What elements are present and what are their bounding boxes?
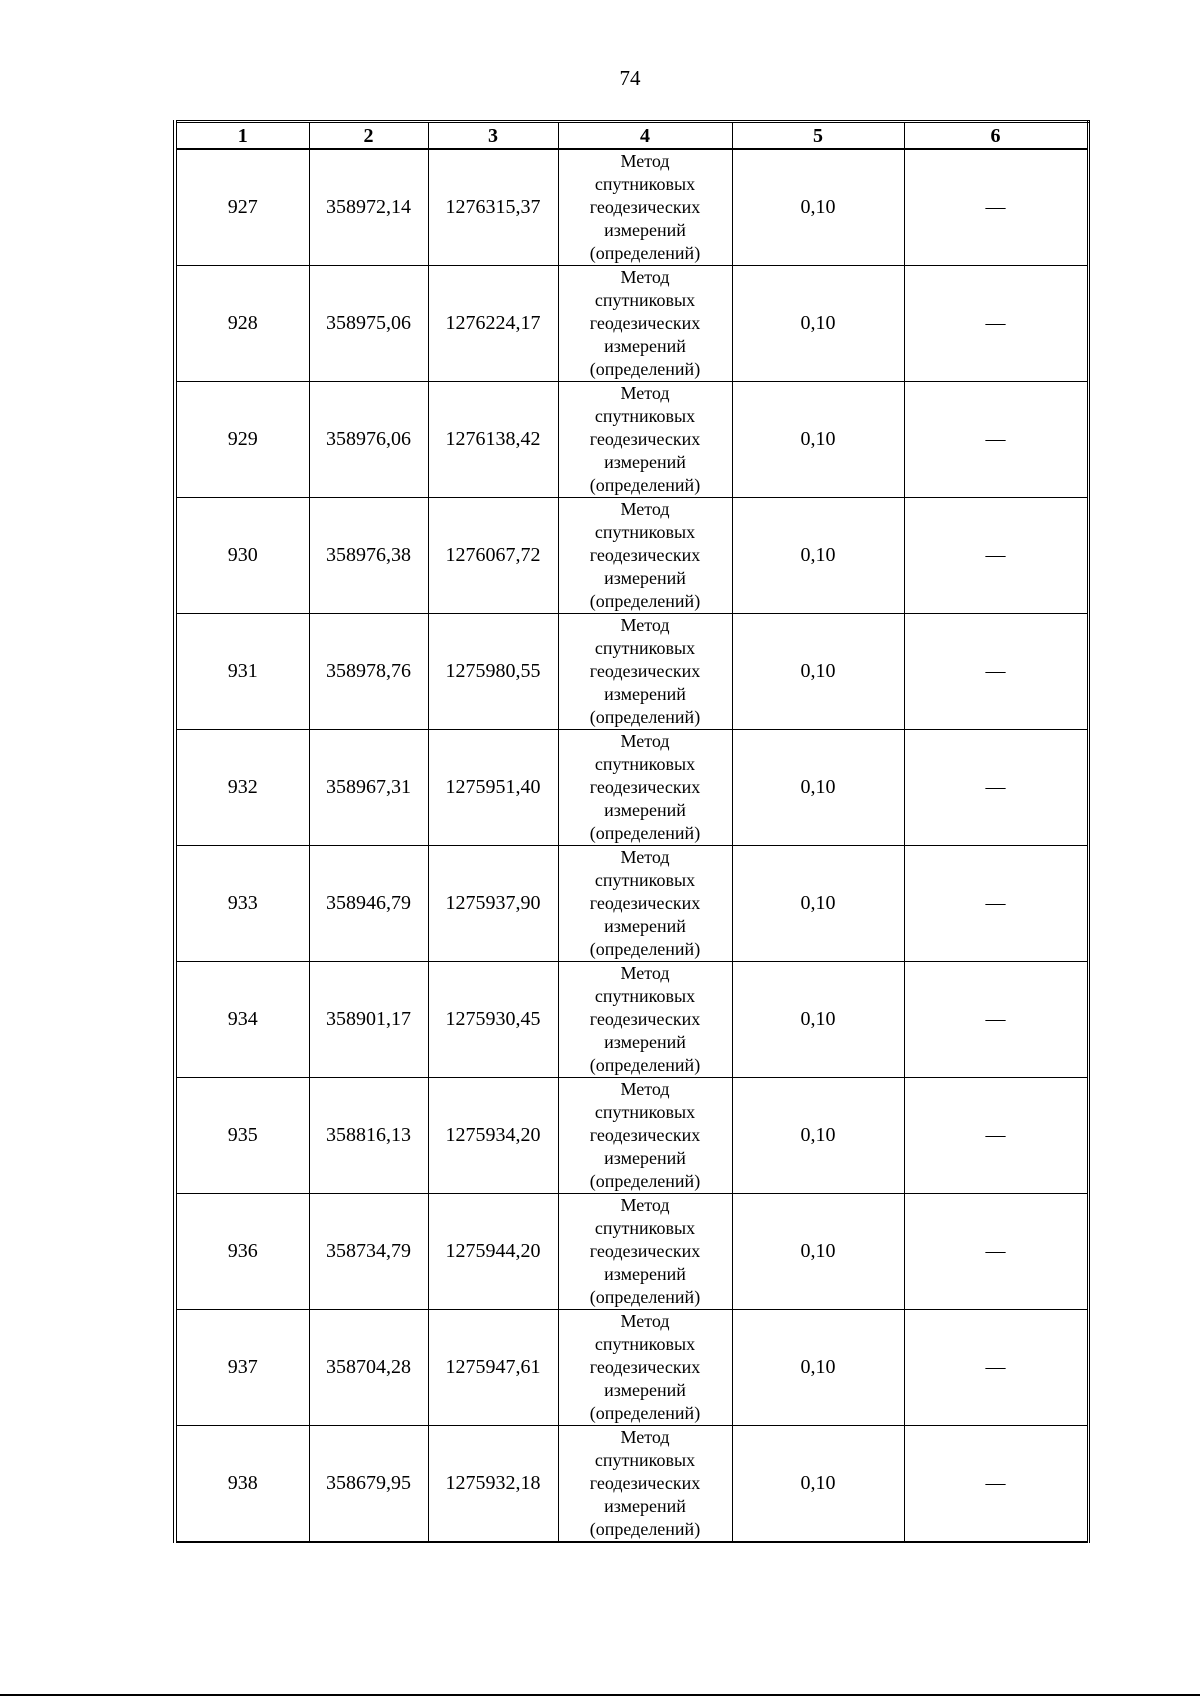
method-line: спутниковых (594, 522, 696, 542)
method-line: геодезических (589, 1009, 701, 1029)
method-text (559, 498, 732, 613)
method-line: геодезических (589, 893, 701, 913)
method-text (559, 150, 732, 265)
table-row (175, 1078, 1088, 1194)
method-line: измерений (604, 568, 686, 588)
method-line: измерений (604, 1496, 686, 1516)
accuracy-cell: 0,10 (732, 266, 904, 382)
x-coordinate-cell: 358816,13 (309, 1078, 428, 1194)
point-number-cell: 932 (175, 730, 309, 846)
method-line: Метод (620, 1427, 670, 1447)
note-cell (904, 498, 1088, 614)
column-header-2: 2 (309, 122, 428, 150)
accuracy-cell: 0,10 (732, 846, 904, 962)
x-coordinate-cell: 358978,76 (309, 614, 428, 730)
accuracy-cell: 0,10 (732, 1194, 904, 1310)
method-line: Метод (620, 963, 670, 983)
x-coordinate-cell: 358704,28 (309, 1310, 428, 1426)
method-text (559, 1310, 732, 1425)
method-cell (558, 266, 732, 382)
y-coordinate-cell: 1275937,90 (428, 846, 558, 962)
note-dash: — (985, 1008, 1006, 1030)
table-row (175, 149, 1088, 266)
method-line: геодезических (589, 777, 701, 797)
note-cell (904, 962, 1088, 1078)
point-number-cell: 930 (175, 498, 309, 614)
method-line: измерений (604, 1264, 686, 1284)
point-number-cell: 929 (175, 382, 309, 498)
method-cell (558, 149, 732, 266)
method-cell (558, 846, 732, 962)
note-dash: — (985, 544, 1006, 566)
coordinates-table (173, 120, 1090, 1543)
method-cell (558, 962, 732, 1078)
method-line: (определений) (589, 1055, 701, 1075)
method-cell (558, 1194, 732, 1310)
note-cell (904, 1310, 1088, 1426)
method-cell (558, 730, 732, 846)
method-line: спутниковых (594, 406, 696, 426)
coordinates-table-container (173, 120, 1086, 1543)
method-line: геодезических (589, 1241, 701, 1261)
method-line: (определений) (589, 823, 701, 843)
method-line: (определений) (589, 1287, 701, 1307)
column-header-5: 5 (732, 122, 904, 150)
accuracy-cell: 0,10 (732, 730, 904, 846)
method-line: измерений (604, 1148, 686, 1168)
table-row (175, 266, 1088, 382)
y-coordinate-cell: 1276067,72 (428, 498, 558, 614)
method-line: геодезических (589, 1473, 701, 1493)
accuracy-cell: 0,10 (732, 1426, 904, 1543)
method-line: геодезических (589, 197, 701, 217)
method-cell (558, 498, 732, 614)
x-coordinate-cell: 358976,38 (309, 498, 428, 614)
accuracy-cell: 0,10 (732, 614, 904, 730)
note-dash: — (985, 312, 1006, 334)
table-row (175, 498, 1088, 614)
method-line: измерений (604, 452, 686, 472)
method-line: спутниковых (594, 1218, 696, 1238)
method-cell (558, 614, 732, 730)
method-line: измерений (604, 684, 686, 704)
method-line: спутниковых (594, 986, 696, 1006)
x-coordinate-cell: 358972,14 (309, 149, 428, 266)
y-coordinate-cell: 1275980,55 (428, 614, 558, 730)
point-number-cell: 937 (175, 1310, 309, 1426)
bottom-edge-line (0, 1694, 1200, 1696)
note-dash: — (985, 1472, 1006, 1494)
method-line: спутниковых (594, 1450, 696, 1470)
point-number-cell: 933 (175, 846, 309, 962)
table-row (175, 614, 1088, 730)
accuracy-cell: 0,10 (732, 382, 904, 498)
table-row (175, 730, 1088, 846)
accuracy-cell: 0,10 (732, 498, 904, 614)
method-line: Метод (620, 267, 670, 287)
note-dash: — (985, 196, 1006, 218)
method-cell (558, 1078, 732, 1194)
x-coordinate-cell: 358946,79 (309, 846, 428, 962)
method-line: спутниковых (594, 1334, 696, 1354)
method-line: геодезических (589, 545, 701, 565)
method-line: (определений) (589, 707, 701, 727)
method-line: спутниковых (594, 754, 696, 774)
method-line: (определений) (589, 475, 701, 495)
method-text (559, 1194, 732, 1309)
method-line: измерений (604, 800, 686, 820)
method-line: (определений) (589, 1519, 701, 1539)
point-number-cell: 934 (175, 962, 309, 1078)
method-line: Метод (620, 383, 670, 403)
x-coordinate-cell: 358975,06 (309, 266, 428, 382)
y-coordinate-cell: 1275930,45 (428, 962, 558, 1078)
column-header-6: 6 (904, 122, 1088, 150)
y-coordinate-cell: 1276315,37 (428, 149, 558, 266)
point-number-cell: 931 (175, 614, 309, 730)
method-line: геодезических (589, 313, 701, 333)
method-line: спутниковых (594, 290, 696, 310)
x-coordinate-cell: 358679,95 (309, 1426, 428, 1543)
accuracy-cell: 0,10 (732, 149, 904, 266)
note-cell (904, 266, 1088, 382)
x-coordinate-cell: 358976,06 (309, 382, 428, 498)
method-line: геодезических (589, 429, 701, 449)
method-line: (определений) (589, 939, 701, 959)
table-row (175, 1194, 1088, 1310)
point-number-cell: 935 (175, 1078, 309, 1194)
note-cell (904, 846, 1088, 962)
note-dash: — (985, 1240, 1006, 1262)
column-header-1: 1 (175, 122, 309, 150)
method-line: Метод (620, 847, 670, 867)
table-row (175, 962, 1088, 1078)
method-line: геодезических (589, 1357, 701, 1377)
method-line: Метод (620, 615, 670, 635)
y-coordinate-cell: 1275951,40 (428, 730, 558, 846)
method-line: Метод (620, 499, 670, 519)
table-row (175, 1310, 1088, 1426)
method-line: геодезических (589, 1125, 701, 1145)
y-coordinate-cell: 1276224,17 (428, 266, 558, 382)
note-cell (904, 149, 1088, 266)
accuracy-cell: 0,10 (732, 1310, 904, 1426)
table-row (175, 846, 1088, 962)
method-text (559, 846, 732, 961)
note-dash: — (985, 1356, 1006, 1378)
method-text (559, 382, 732, 497)
note-cell (904, 1078, 1088, 1194)
method-text (559, 266, 732, 381)
note-dash: — (985, 428, 1006, 450)
note-cell (904, 730, 1088, 846)
table-row (175, 382, 1088, 498)
y-coordinate-cell: 1276138,42 (428, 382, 558, 498)
method-cell (558, 1310, 732, 1426)
method-line: спутниковых (594, 174, 696, 194)
method-line: измерений (604, 220, 686, 240)
method-line: (определений) (589, 591, 701, 611)
method-line: (определений) (589, 359, 701, 379)
y-coordinate-cell: 1275947,61 (428, 1310, 558, 1426)
accuracy-cell: 0,10 (732, 1078, 904, 1194)
method-line: геодезических (589, 661, 701, 681)
method-text (559, 962, 732, 1077)
x-coordinate-cell: 358734,79 (309, 1194, 428, 1310)
table-header-row (175, 122, 1088, 150)
method-line: Метод (620, 1079, 670, 1099)
method-text (559, 730, 732, 845)
method-cell (558, 1426, 732, 1543)
note-dash: — (985, 660, 1006, 682)
x-coordinate-cell: 358901,17 (309, 962, 428, 1078)
y-coordinate-cell: 1275934,20 (428, 1078, 558, 1194)
method-line: (определений) (589, 243, 701, 263)
method-line: Метод (620, 1311, 670, 1331)
page-number: 74 (619, 66, 641, 90)
method-line: (определений) (589, 1171, 701, 1191)
note-cell (904, 614, 1088, 730)
note-cell (904, 382, 1088, 498)
method-line: Метод (620, 731, 670, 751)
method-text (559, 614, 732, 729)
note-dash: — (985, 1124, 1006, 1146)
method-text (559, 1426, 732, 1541)
method-line: спутниковых (594, 638, 696, 658)
note-cell (904, 1194, 1088, 1310)
accuracy-cell: 0,10 (732, 962, 904, 1078)
method-line: измерений (604, 1380, 686, 1400)
method-line: измерений (604, 916, 686, 936)
y-coordinate-cell: 1275932,18 (428, 1426, 558, 1543)
x-coordinate-cell: 358967,31 (309, 730, 428, 846)
method-line: Метод (620, 151, 670, 171)
column-header-3: 3 (428, 122, 558, 150)
table-body (175, 149, 1088, 1542)
note-cell (904, 1426, 1088, 1543)
method-line: спутниковых (594, 1102, 696, 1122)
point-number-cell: 927 (175, 149, 309, 266)
method-line: измерений (604, 1032, 686, 1052)
note-dash: — (985, 892, 1006, 914)
method-line: спутниковых (594, 870, 696, 890)
method-cell (558, 382, 732, 498)
method-line: (определений) (589, 1403, 701, 1423)
column-header-4: 4 (558, 122, 732, 150)
table-row (175, 1426, 1088, 1543)
point-number-cell: 936 (175, 1194, 309, 1310)
point-number-cell: 938 (175, 1426, 309, 1543)
method-text (559, 1078, 732, 1193)
point-number-cell: 928 (175, 266, 309, 382)
y-coordinate-cell: 1275944,20 (428, 1194, 558, 1310)
note-dash: — (985, 776, 1006, 798)
method-line: измерений (604, 336, 686, 356)
method-line: Метод (620, 1195, 670, 1215)
